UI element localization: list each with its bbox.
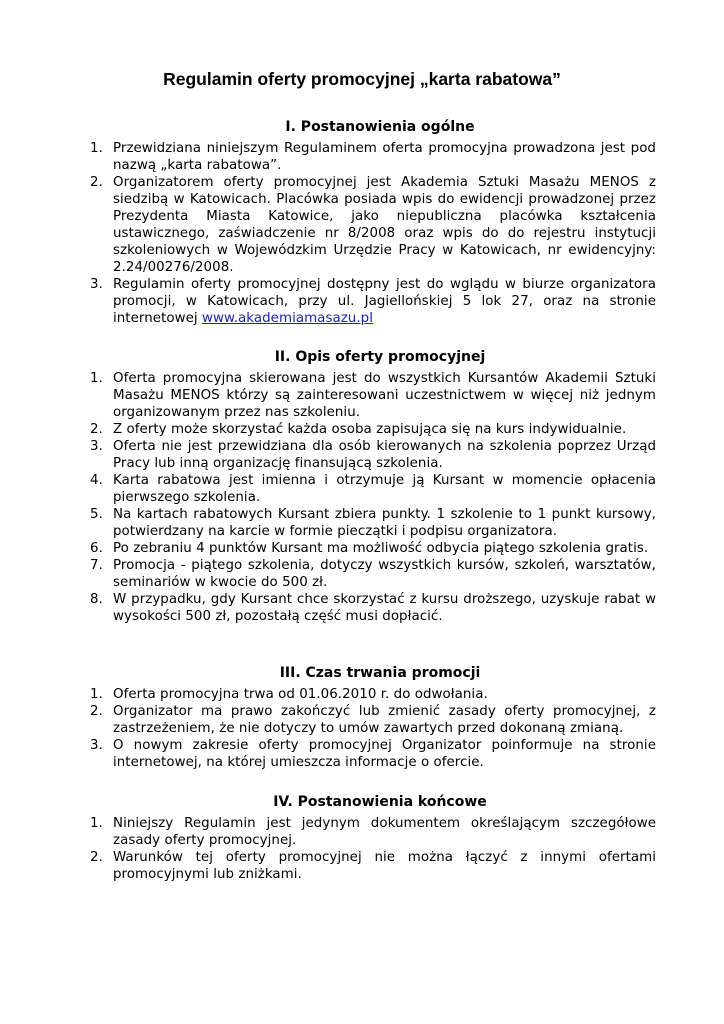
item-text: W przypadku, gdy Kursant chce skorzystać z kursu droższego, uzyskuje rabat w wysokości 500 zł, pozostałą część musi dopłacić. (113, 592, 656, 624)
item-number: 2. (90, 175, 103, 190)
item-text: O nowym zakresie oferty promocyjnej Organizator poinformuje na stronie internetowej, na której umieszcza informacje o ofercie. (113, 738, 656, 770)
item-number: 1. (90, 141, 103, 156)
item-text: Po zebraniu 4 punktów Kursant ma możliwość odbycia piątego szkolenia gratis. (113, 541, 649, 556)
list-item (90, 174, 656, 276)
item-number: 2. (90, 704, 103, 719)
list-item (90, 140, 656, 174)
item-number: 2. (90, 850, 103, 865)
list-item (90, 276, 656, 327)
section-heading: II. Opis oferty promocyjnej (274, 349, 486, 365)
list-item (90, 540, 656, 557)
section-heading: I. Postanowienia ogólne (285, 119, 475, 135)
item-number: 7. (90, 558, 103, 573)
item-text: Regulamin oferty promocyjnej dostępny jest do wglądu w biurze organizatora promocji, w Katowicach, przy ul. Jagiellońskiej 5 lok 27, oraz na stronie internetowej (113, 277, 656, 326)
list-item (90, 370, 656, 421)
list-item (90, 703, 656, 737)
item-text: Niniejszy Regulamin jest jedynym dokumentem określającym szczegółowe zasady oferty promocyjnej. (113, 816, 656, 848)
item-number: 1. (90, 816, 103, 831)
numbered-list (90, 370, 656, 625)
numbered-list (90, 140, 656, 327)
item-text: Warunków tej oferty promocyjnej nie można łączyć z innymi ofertami promocyjnymi lub zniżkami. (113, 850, 656, 882)
list-item (90, 849, 656, 883)
website-link[interactable]: www.akademiamasazu.pl (201, 311, 373, 326)
item-text: Na kartach rabatowych Kursant zbiera punkty. 1 szkolenie to 1 punkt kursowy, potwierdzany na karcie w formie pieczątki i podpisu organizatora. (113, 507, 656, 539)
item-number: 1. (90, 371, 103, 386)
item-text: Oferta promocyjna skierowana jest do wszystkich Kursantów Akademii Sztuki Masażu MENOS którzy są zainteresowani uczestnictwem w więcej niż jednym organizowanym przez nas szkoleniu. (113, 371, 656, 420)
item-text: Przewidziana niniejszym Regulaminem oferta promocyjna prowadzona jest pod nazwą „karta rabatowa”. (113, 141, 656, 173)
list-item (90, 737, 656, 771)
section-general-provisions (90, 118, 656, 327)
item-number: 3. (90, 738, 103, 753)
item-number: 4. (90, 473, 103, 488)
item-number: 3. (90, 277, 103, 292)
section-heading: III. Czas trwania promocji (279, 665, 481, 681)
item-number: 3. (90, 439, 103, 454)
item-number: 1. (90, 687, 103, 702)
list-item (90, 506, 656, 540)
section-duration (90, 664, 656, 771)
item-text: Karta rabatowa jest imienna i otrzymuje ją Kursant w momencie opłacenia pierwszego szkolenia. (113, 473, 656, 505)
list-item (90, 421, 656, 438)
item-number: 6. (90, 541, 103, 556)
section-heading: IV. Postanowienia końcowe (273, 794, 487, 810)
list-item (90, 438, 656, 472)
item-text: Promocja - piątego szkolenia, dotyczy wszystkich kursów, szkoleń, warsztatów, seminariów w kwocie do 500 zł. (113, 558, 656, 590)
item-text: Organizatorem oferty promocyjnej jest Akademia Sztuki Masażu MENOS z siedzibą w Katowicach. Placówka posiada wpis do ewidencji prowadzonej przez Prezydenta Miasta Katowice, jako niepubliczna placówka kształcenia ustawicznego, zaświadczenie nr 8/2008 oraz wpis do do rejestru instytucji szkoleniowych w Wojewódzkim Urzędzie Pracy w Katowicach, nr ewidencyjny: 2.24/00276/2008. (113, 175, 656, 275)
section-offer-description (90, 348, 656, 625)
item-text: Oferta promocyjna trwa od 01.06.2010 r. do odwołania. (113, 687, 488, 702)
item-text: Oferta nie jest przewidziana dla osób kierowanych na szkolenia poprzez Urząd Pracy lub inną organizację finansującą szkolenia. (113, 439, 656, 471)
item-number: 2. (90, 422, 103, 437)
list-item (90, 472, 656, 506)
list-item (90, 686, 656, 703)
numbered-list (90, 686, 656, 771)
item-text-with-link (113, 276, 656, 327)
numbered-list (90, 815, 656, 883)
item-number: 5. (90, 507, 103, 522)
item-text: Organizator ma prawo zakończyć lub zmienić zasady oferty promocyjnej, z zastrzeżeniem, że nie dotyczy to umów zawartych przed dokonaną zmianą. (113, 704, 656, 736)
item-text: Z oferty może skorzystać każda osoba zapisująca się na kurs indywidualnie. (113, 422, 627, 437)
list-item (90, 591, 656, 625)
document-title: Regulamin oferty promocyjnej „karta rabatowa” (163, 69, 561, 89)
section-final-provisions (90, 793, 656, 883)
item-number: 8. (90, 592, 103, 607)
list-item (90, 557, 656, 591)
list-item (90, 815, 656, 849)
